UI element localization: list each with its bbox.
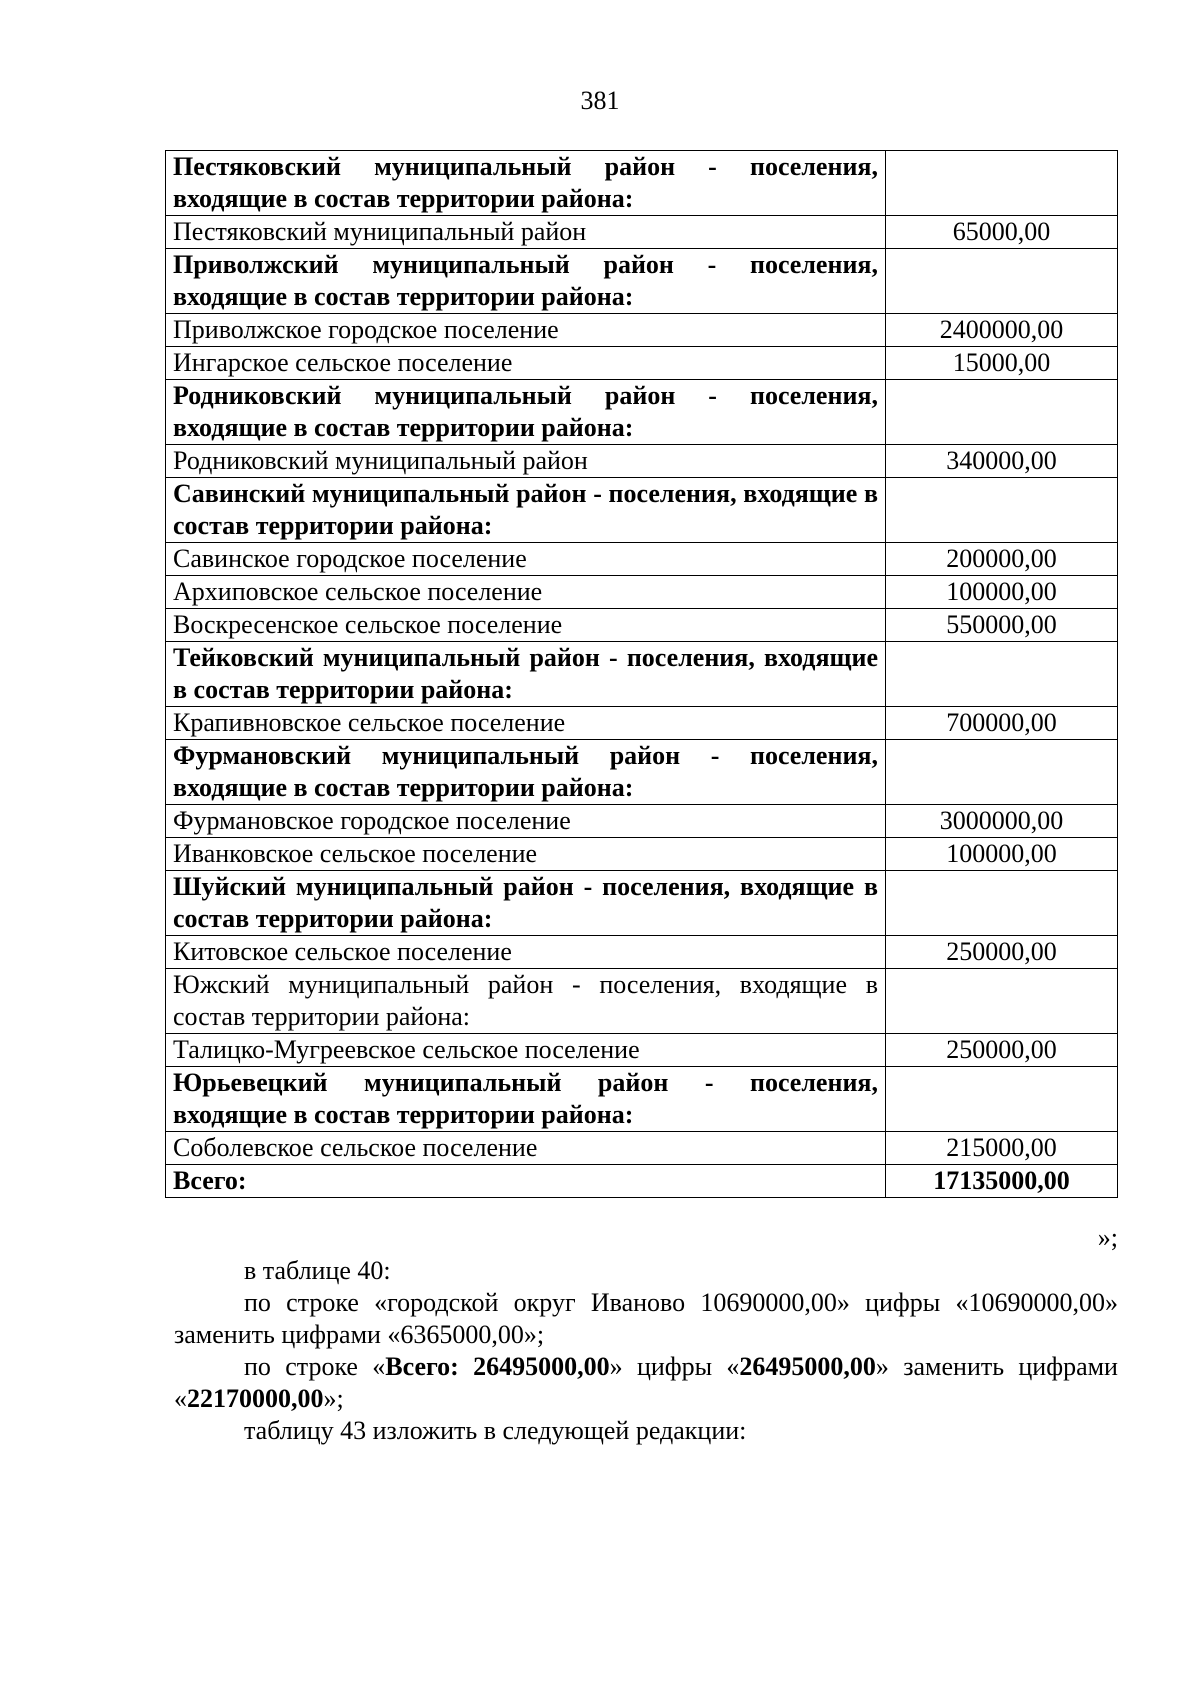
settlement-row: [166, 1132, 1118, 1165]
text-fragment: по строке «: [244, 1352, 386, 1381]
settlement-row: [166, 347, 1118, 380]
settlement-row: [166, 609, 1118, 642]
text-fragment: » заменить цифрами «: [174, 1352, 1118, 1413]
row-amount: 2400000,00: [886, 314, 1118, 347]
row-name: Приволжское городское поселение: [166, 314, 886, 347]
district-header-row: [166, 871, 1118, 936]
row-name: Шуйский муниципальный район - поселения, входящие в состав территории района:: [166, 871, 886, 936]
settlement-row: [166, 1034, 1118, 1067]
row-name: Архиповское сельское поселение: [166, 576, 886, 609]
row-name: Пестяковский муниципальный район: [166, 216, 886, 249]
settlement-row: [166, 805, 1118, 838]
row-amount: 100000,00: [886, 838, 1118, 871]
row-amount: 215000,00: [886, 1132, 1118, 1165]
row-amount: [886, 151, 1118, 216]
row-name: Фурмановское городское поселение: [166, 805, 886, 838]
row-amount: [886, 249, 1118, 314]
table-body: [166, 151, 1118, 1198]
district-header-row: [166, 249, 1118, 314]
row-name: Родниковский муниципальный район: [166, 445, 886, 478]
district-header-row: [166, 1067, 1118, 1132]
row-amount: [886, 740, 1118, 805]
row-amount: 65000,00: [886, 216, 1118, 249]
row-name: Приволжский муниципальный район - поселения, входящие в состав территории района:: [166, 249, 886, 314]
paragraph-ivanovo-row: по строке «городской округ Иваново 10690000,00» цифры «10690000,00» заменить цифрами «6365000,00»;: [174, 1288, 1118, 1349]
row-amount: [886, 478, 1118, 543]
row-name: Тейковский муниципальный район - поселения, входящие в состав территории района:: [166, 642, 886, 707]
district-header-row: [166, 478, 1118, 543]
settlement-row: [166, 936, 1118, 969]
row-name: Родниковский муниципальный район - поселения, входящие в состав территории района:: [166, 380, 886, 445]
district-header-row: [166, 642, 1118, 707]
row-name: Ингарское сельское поселение: [166, 347, 886, 380]
settlement-row: [166, 216, 1118, 249]
settlement-row: [166, 543, 1118, 576]
bold-old-amount: 26495000,00: [739, 1352, 876, 1381]
row-amount: [886, 1067, 1118, 1132]
paragraph-table-40: в таблице 40:: [244, 1256, 391, 1285]
page-number: 381: [580, 86, 620, 115]
row-name: Юрьевецкий муниципальный район - поселения, входящие в состав территории района:: [166, 1067, 886, 1132]
allocation-table: [165, 150, 1118, 1198]
text-fragment: » цифры «: [609, 1352, 740, 1381]
row-amount: 550000,00: [886, 609, 1118, 642]
paragraph-total-row: [174, 1351, 1118, 1415]
district-header-row: [166, 740, 1118, 805]
amendment-text: [174, 1255, 1118, 1447]
row-name: Савинское городское поселение: [166, 543, 886, 576]
settlement-row: [166, 969, 1118, 1034]
row-name: Южский муниципальный район - поселения, входящие в состав территории района:: [166, 969, 886, 1034]
row-amount: [886, 642, 1118, 707]
district-header-row: [166, 151, 1118, 216]
row-name: Фурмановский муниципальный район - поселения, входящие в состав территории района:: [166, 740, 886, 805]
paragraph-table-43: таблицу 43 изложить в следующей редакции:: [244, 1416, 747, 1445]
row-name: Китовское сельское поселение: [166, 936, 886, 969]
row-amount: 15000,00: [886, 347, 1118, 380]
row-name: Савинский муниципальный район - поселения, входящие в состав территории района:: [166, 478, 886, 543]
row-amount: [886, 380, 1118, 445]
settlement-row: [166, 838, 1118, 871]
settlement-row: [166, 445, 1118, 478]
closing-quote: »;: [1097, 1223, 1118, 1252]
row-amount: 250000,00: [886, 936, 1118, 969]
row-amount: [886, 969, 1118, 1034]
row-amount: 100000,00: [886, 576, 1118, 609]
total-amount: 17135000,00: [886, 1165, 1118, 1198]
total-row: [166, 1165, 1118, 1198]
settlement-row: [166, 707, 1118, 740]
row-name: Талицко-Мугреевское сельское поселение: [166, 1034, 886, 1067]
row-amount: 250000,00: [886, 1034, 1118, 1067]
row-name: Пестяковский муниципальный район - поселения, входящие в состав территории района:: [166, 151, 886, 216]
bold-new-amount: 22170000,00: [187, 1384, 324, 1413]
row-amount: 200000,00: [886, 543, 1118, 576]
row-name: Воскресенское сельское поселение: [166, 609, 886, 642]
row-name: Крапивновское сельское поселение: [166, 707, 886, 740]
row-name: Соболевское сельское поселение: [166, 1132, 886, 1165]
total-label: Всего:: [166, 1165, 886, 1198]
text-fragment: »;: [323, 1384, 344, 1413]
row-name: Иванковское сельское поселение: [166, 838, 886, 871]
settlement-row: [166, 314, 1118, 347]
bold-total-label: Всего: 26495000,00: [385, 1352, 610, 1381]
row-amount: 3000000,00: [886, 805, 1118, 838]
district-header-row: [166, 380, 1118, 445]
row-amount: 700000,00: [886, 707, 1118, 740]
row-amount: 340000,00: [886, 445, 1118, 478]
settlement-row: [166, 576, 1118, 609]
row-amount: [886, 871, 1118, 936]
